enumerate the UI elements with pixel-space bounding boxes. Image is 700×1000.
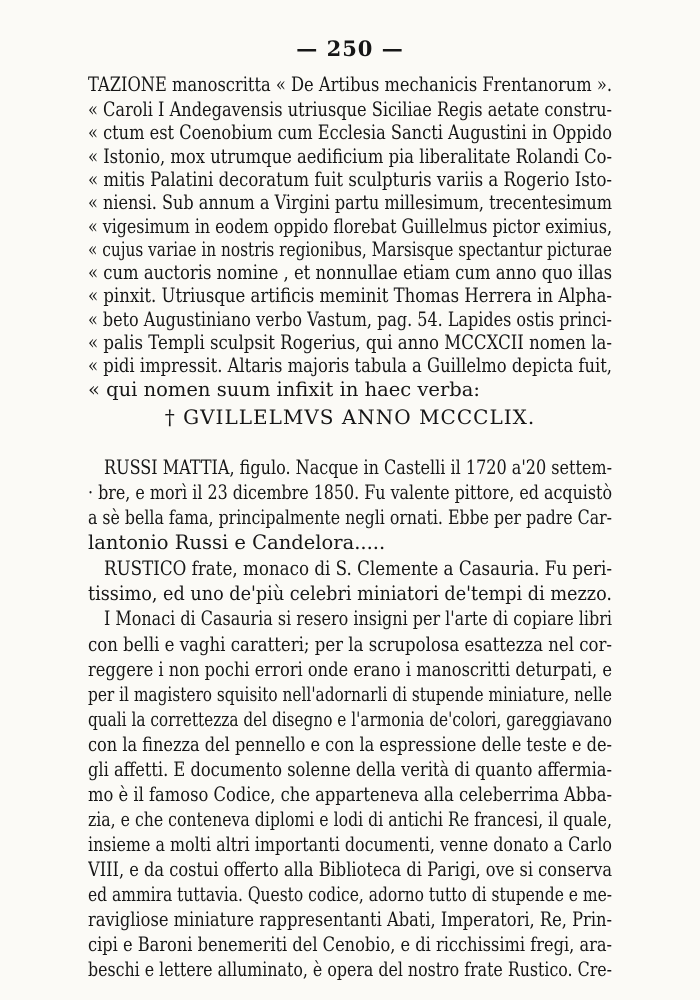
text-line: « qui nomen suum infixit in haec verba:: [88, 377, 480, 401]
text-line: « pinxit. Utriusque artificis meminit Thomas Herrera in Alpha-: [88, 284, 612, 308]
text-line: gli affetti. E documento solenne della verità di quanto affermia-: [88, 758, 612, 781]
text-line: a sè bella fama, principalmente negli ornati. Ebbe per padre Car-: [88, 506, 612, 529]
text-line: zia, e che conteneva diplomi e lodi di antichi Re francesi, il quale,: [88, 808, 612, 831]
text-line: con la finezza del pennello e con la espressione delle teste e de-: [88, 733, 612, 756]
text-line: « ctum est Coenobium cum Ecclesia Sancti Augustini in Oppido: [88, 121, 612, 145]
text-line: ravigliose miniature rappresentanti Abati, Imperatori, Re, Prin-: [88, 908, 612, 931]
inscription-heading: † GVILLELMVS ANNO MCCCLIX.: [164, 405, 536, 429]
text-line: « beto Augustiniano verbo Vastum, pag. 54. Lapides ostis princi-: [88, 307, 612, 331]
text-line: per il magistero squisito nell'adornarli di stupende miniature, nelle: [88, 683, 612, 706]
text-line: RUSSI MATTIA, figulo. Nacque in Castelli il 1720 a'20 settem-: [104, 456, 612, 479]
text-line: · bre, e morì il 23 dicembre 1850. Fu valente pittore, ed acquistò: [88, 481, 612, 504]
text-line: « cujus variae in nostris regionibus, Marsisque spectantur picturae: [88, 237, 612, 261]
text-line: TAZIONE manoscritta « De Artibus mechanicis Frentanorum ».: [88, 73, 612, 96]
text-line: « palis Templi sculpsit Rogerius, qui anno MCCXCII nomen la-: [88, 331, 612, 354]
text-line: tissimo, ed uno de'più celebri miniatori de'tempi di mezzo.: [88, 582, 612, 605]
text-line: « niensi. Sub annum a Virgini partu millesimum, trecentesimum: [88, 191, 612, 215]
text-line: beschi e lettere alluminato, è opera del nostro frate Rustico. Cre-: [88, 958, 612, 981]
text-line: « Istonio, mox utrumque aedificium pia liberalitate Rolandi Co-: [88, 144, 612, 168]
text-line: « vigesimum in eodem oppido florebat Guillelmus pictor eximius,: [88, 214, 612, 238]
text-line: « Caroli I Andegavensis utriusque Siciliae Regis aetate constru-: [88, 98, 612, 121]
text-line: RUSTICO frate, monaco di S. Clemente a Casauria. Fu peri-: [104, 557, 612, 580]
text-line: insieme a molti altri importanti documenti, venne donato a Carlo: [88, 833, 612, 856]
text-line: « cum auctoris nomine , et nonnullae etiam cum anno quo illas: [88, 261, 612, 285]
text-line: quali la correttezza del disegno e l'armonia de'colori, gareggiavano: [88, 708, 612, 731]
text-line: « mitis Palatini decoratum fuit sculpturis variis a Rogerio Isto-: [88, 167, 612, 191]
text-line: lantonio Russi e Candelora.....: [88, 531, 386, 554]
text-line: con belli e vaghi caratteri; per la scrupolosa esattezza nel cor-: [88, 633, 612, 656]
text-line: VIII, e da costui offerto alla Biblioteca di Parigi, ove si conserva: [88, 858, 612, 881]
text-line: « pidi impressit. Altaris majoris tabula a Guillelmo depicta fuit,: [88, 354, 612, 378]
page-number: — 250 —: [296, 36, 404, 61]
text-line: I Monaci di Casauria si resero insigni per l'arte di copiare libri: [104, 607, 612, 630]
text-line: ed ammira tuttavia. Questo codice, adorno tutto di stupende e me-: [88, 883, 612, 906]
text-line: reggere i non pochi errori onde erano i manoscritti deturpati, e: [88, 658, 612, 681]
text-line: cipi e Baroni benemeriti del Cenobio, e di ricchissimi fregi, ara-: [88, 933, 612, 956]
text-line: mo è il famoso Codice, che apparteneva alla celeberrima Abba-: [88, 783, 612, 806]
